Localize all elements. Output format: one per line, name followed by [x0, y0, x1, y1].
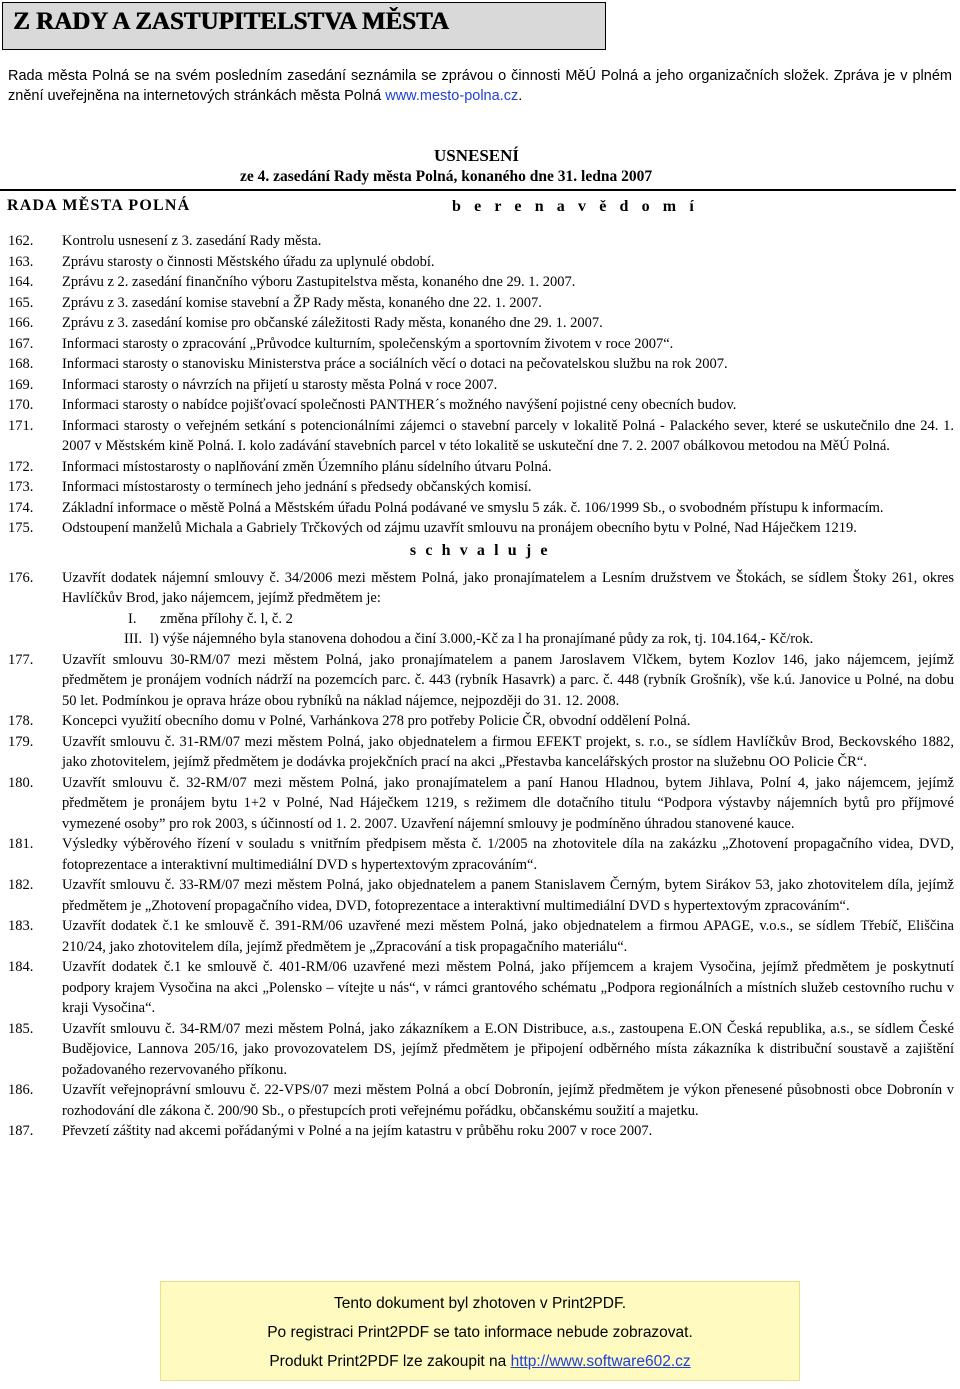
item-number: 166.	[8, 315, 34, 331]
sub-item	[62, 629, 954, 650]
resolution-subtitle: ze 4. zasedání Rady města Polná, konaného dne 31. ledna 2007	[240, 168, 653, 185]
item-text: Odstoupení manželů Michala a Gabriely Trčkových od zájmu uzavřít smlouvu na pronájem obecního bytu v Polné, Nad Háječkem 1219.	[62, 520, 857, 536]
item-text: Informaci starosty o návrzích na přijetí u starosty města Polná v roce 2007.	[62, 376, 498, 393]
resolution-item	[0, 395, 960, 416]
website-link[interactable]: www.mesto-polna.cz	[385, 88, 519, 104]
resolution-item	[0, 416, 960, 457]
intro-end: .	[518, 88, 523, 104]
item-text: Zprávu z 3. zasedání komise pro občanské záležitosti Rady města, konaného dne 29. 1. 2007.	[62, 315, 603, 331]
resolution-item	[0, 773, 960, 835]
sub-item-number: I.	[128, 610, 137, 627]
resolution-item	[0, 313, 960, 334]
item-number: 172.	[8, 458, 34, 475]
item-number: 183.	[8, 918, 34, 934]
resolution-item	[0, 334, 960, 355]
item-text: Zprávu z 2. zasedání finančního výboru Zastupitelstva města, konaného dne 29. 1. 2007.	[62, 274, 576, 290]
item-number: 169.	[8, 376, 34, 393]
item-text: Informaci starosty o zpracování „Průvodce kulturním, společenským a sportovním životem v roce 2007“.	[62, 335, 674, 352]
item-number: 165.	[8, 294, 34, 311]
banner-line-1: Tento dokument byl zhotoven v Print2PDF.	[333, 1295, 627, 1312]
item-number: 180.	[8, 774, 34, 791]
banner-line-3-prefix: Produkt Print2PDF lze zakoupit na	[269, 1353, 511, 1370]
item-text: Uzavřít dodatek nájemní smlouvy č. 34/2006 mezi městem Polná, jako pronajímatelem a Lesním družstvem ve Štokách, se sídlem Štoky 261, okres Havlíčkův Brod, jako nájemcem, jejímž předmětem je:	[62, 569, 954, 606]
resolution-item	[0, 875, 960, 916]
sub-item-number: III.	[124, 631, 143, 647]
intro-text: Rada města Polná se na svém posledním zasedání seznámila se zprávou o činnosti MěÚ Polná a jeho organizačních složek. Zpráva je v plném znění uveřejněna na internetových stránkách města Polná	[8, 68, 952, 104]
item-text: Koncepci využití obecního domu v Polné, Varhánkova 278 pro potřeby Policie ČR, obvodní oddělení Polná.	[62, 713, 691, 729]
sub-item-text: změna přílohy č. l, č. 2	[160, 610, 293, 627]
council-name: RADA MĚSTA POLNÁ	[7, 197, 191, 214]
resolution-title: USNESENÍ	[434, 146, 520, 165]
notes-list	[0, 231, 960, 539]
item-number: 181.	[8, 836, 34, 852]
item-number: 174.	[8, 499, 34, 516]
item-number: 164.	[8, 274, 34, 290]
resolution-item	[0, 1080, 960, 1121]
resolution-item	[0, 650, 960, 712]
resolution-item	[0, 293, 960, 314]
resolution-item	[0, 375, 960, 396]
item-text: Zprávu starosty o činnosti Městského úřadu za uplynulé období.	[62, 253, 435, 270]
item-number: 176.	[8, 569, 34, 586]
resolution-item	[0, 477, 960, 498]
software602-link[interactable]: http://www.software602.cz	[510, 1353, 691, 1370]
item-number: 171.	[8, 417, 34, 434]
item-text: Výsledky výběrového řízení v souladu s vnitřním předpisem města č. 1/2005 na zhotovitele díla na zakázku „Zhotovení propagačního videa, DVD, fotoprezentace a interaktivní multimediální DVD s hypertextovým zpracováním“.	[62, 836, 954, 873]
item-text: Uzavřít smlouvu 30-RM/07 mezi městem Polná, jako pronajímatelem a panem Jaroslavem Vlčkem, bytem Kozlov 146, jako nájemcem, jejímž předmětem je pronájem vodních nádrží na pozemcích parc. č. 443 (rybník Hasavrk) a parc. č. 448 (rybník Grošník), vše k.ú. Janovice u Polné, na dobu 50 let. Podmínkou je oprava hráze obou rybníků na náklad nájemce, nejpozději do 31. 12. 2008.	[62, 651, 954, 709]
item-number: 186.	[8, 1082, 34, 1098]
item-text: Informaci starosty o nabídce pojišťovací společnosti PANTHER´s možného navýšení pojistné ceny obecních budov.	[62, 397, 737, 413]
resolution-items	[0, 231, 960, 1142]
resolution-item	[0, 1019, 960, 1081]
item-number: 175.	[8, 520, 34, 536]
banner-line-3	[161, 1347, 799, 1376]
takes-note-heading: b e r e n a v ě d o m í	[452, 198, 699, 215]
item-number: 185.	[8, 1020, 34, 1037]
page-title: Z RADY A ZASTUPITELSTVA MĚSTA	[13, 8, 449, 35]
title-box	[2, 2, 606, 50]
resolution-item	[0, 272, 960, 293]
resolution-item	[0, 1121, 960, 1142]
print2pdf-banner	[160, 1281, 800, 1381]
item-number: 177.	[8, 651, 34, 668]
item-text: Kontrolu usnesení z 3. zasedání Rady města.	[62, 233, 322, 249]
item-number: 163.	[8, 253, 34, 270]
item-text: Zprávu z 3. zasedání komise stavební a ŽP Rady města, konaného dne 22. 1. 2007.	[62, 294, 542, 311]
resolution-item	[0, 834, 960, 875]
intro-paragraph	[8, 66, 952, 106]
resolution-item	[0, 457, 960, 478]
item-number: 178.	[8, 713, 34, 729]
item-text: Převzetí záštity nad akcemi pořádanými v Polné a na jejím katastru v průběhu roku 2007 v roce 2007.	[62, 1123, 653, 1139]
item-number: 162.	[8, 233, 34, 249]
item-number: 184.	[8, 959, 34, 975]
sub-item	[62, 609, 954, 630]
sub-item-text: l) výše nájemného byla stanovena dohodou a činí 3.000,-Kč za l ha pronajímané půdy za rok, tj. 104.164,- Kč/rok.	[150, 631, 814, 647]
item-text: Uzavřít veřejnoprávní smlouvu č. 22-VPS/07 mezi městem Polná a obcí Dobronín, jejímž předmětem je výkon přenesené působnosti obce Dobronín v rozhodování dle zákona č. 200/90 Sb., o přestupcích proti veřejnému pořádku, občanskému soužití a majetku.	[62, 1082, 954, 1119]
resolution-item	[0, 498, 960, 519]
resolution-item	[0, 957, 960, 1019]
banner-line-2: Po registraci Print2PDF se tato informace nebude zobrazovat.	[267, 1324, 693, 1341]
resolution-item	[0, 231, 960, 252]
resolution-item	[0, 252, 960, 273]
resolution-item	[0, 732, 960, 773]
item-text: Uzavřít smlouvu č. 31-RM/07 mezi městem Polná, jako objednatelem a firmou EFEKT projekt, s. r.o., se sídlem Havlíčkův Brod, Beckovského 1882, jako zhotovitelem, jejímž předmětem je dodávka projekčních prací na akci „Přestavba kancelářských prostor na služebnu OO Policie ČR“.	[62, 733, 954, 770]
item-number: 187.	[8, 1123, 34, 1139]
item-number: 170.	[8, 397, 34, 413]
resolution-item	[0, 916, 960, 957]
item-number: 179.	[8, 733, 34, 750]
item-text: Uzavřít dodatek č.1 ke smlouvě č. 401-RM/06 uzavřené mezi městem Polná, jako příjemcem a krajem Vysočina, jejímž předmětem je poskytnutí podpory krajem Vysočina na akci „Polensko – vítejte u nás“, v rámci grantového schématu „Podpora regionálních a místních služeb cestovního ruchu v kraji Vysočina“.	[62, 959, 954, 1016]
item-text: Informaci starosty o veřejném setkání s potencionálními zájemci o stavební parcely v lokalitě Polná - Palackého sever, které se uskutečnilo dne 24. 1. 2007 v Městském kině Polná. I. kolo zadávání stavebních parcel v této lokalitě se uskuteční dne 7. 2. 2007 obálkovou metodou na MěÚ Polná.	[62, 417, 954, 454]
item-number: 168.	[8, 356, 34, 372]
item-text: Uzavřít smlouvu č. 32-RM/07 mezi městem Polná, jako pronajímatelem a paní Hanou Hladnou, bytem Jihlava, Polní 4, jako nájemcem, jejímž předmětem je pronájem bytu 1+2 v Polné, Nad Háječkem 1219, s režimem dle dotačního titulu “Podpora výstavby nájemních bytů pro příjmové vymezené osoby” pro rok 2003, s účinností od 1. 2. 2007. Uzavření nájemní smlouvy je podmíněno úhradou stanovené kauce.	[62, 774, 954, 832]
item-text: Uzavřít dodatek č.1 ke smlouvě č. 391-RM/06 uzavřené mezi městem Polná, jako objednatelem a firmou APAGE, v.o.s., se sídlem Třebíč, Eliščina 210/24, jako zhotovitelem díla, jejímž předmětem je „Zpracování a tisk propagačního materiálu“.	[62, 918, 954, 955]
item-text: Informaci starosty o stanovisku Ministerstva práce a sociálních věcí o dotaci na pečovatelskou službu na rok 2007.	[62, 356, 728, 372]
resolution-item	[0, 711, 960, 732]
resolution-item	[0, 354, 960, 375]
item-text: Informaci místostarosty o termínech jeho jednání s předsedy občanských komisí.	[62, 479, 532, 495]
item-number: 182.	[8, 877, 34, 893]
approves-heading: s c h v a l u j e	[409, 541, 551, 559]
item-text: Uzavřít smlouvu č. 33-RM/07 mezi městem Polná, jako objednatelem a panem Stanislavem Černým, bytem Sirákov 53, jako zhotovitelem díla, jejímž předmětem je „Zhotovení propagačního videa, DVD, fotoprezentace a interaktivní multimediální DVD s hypertextovým zpracováním“.	[62, 877, 954, 914]
item-text: Informaci místostarosty o naplňování změn Územního plánu sídelního útvaru Polná.	[62, 458, 552, 475]
item-text: Základní informace o městě Polná a Městském úřadu Polná podávané ve smyslu 5 zák. č. 106/1999 Sb., o svobodném přístupu k informacím.	[62, 499, 884, 516]
item-number: 173.	[8, 479, 34, 495]
resolution-item	[0, 518, 960, 539]
item-text: Uzavřít smlouvu č. 34-RM/07 mezi městem Polná, jako zákazníkem a E.ON Distribuce, a.s., zastoupena E.ON Česká republika, a.s., se sídlem České Budějovice, Lannova 205/16, jako provozovatelem DS, jejímž předmětem je připojení odběrného místa zákazníka k distribuční soustavě a zajištění požadovaného rezervovaného příkonu.	[62, 1020, 954, 1078]
approvals-list	[0, 568, 960, 1142]
item-number: 167.	[8, 335, 34, 352]
resolution-item	[0, 568, 960, 650]
divider	[0, 189, 956, 191]
